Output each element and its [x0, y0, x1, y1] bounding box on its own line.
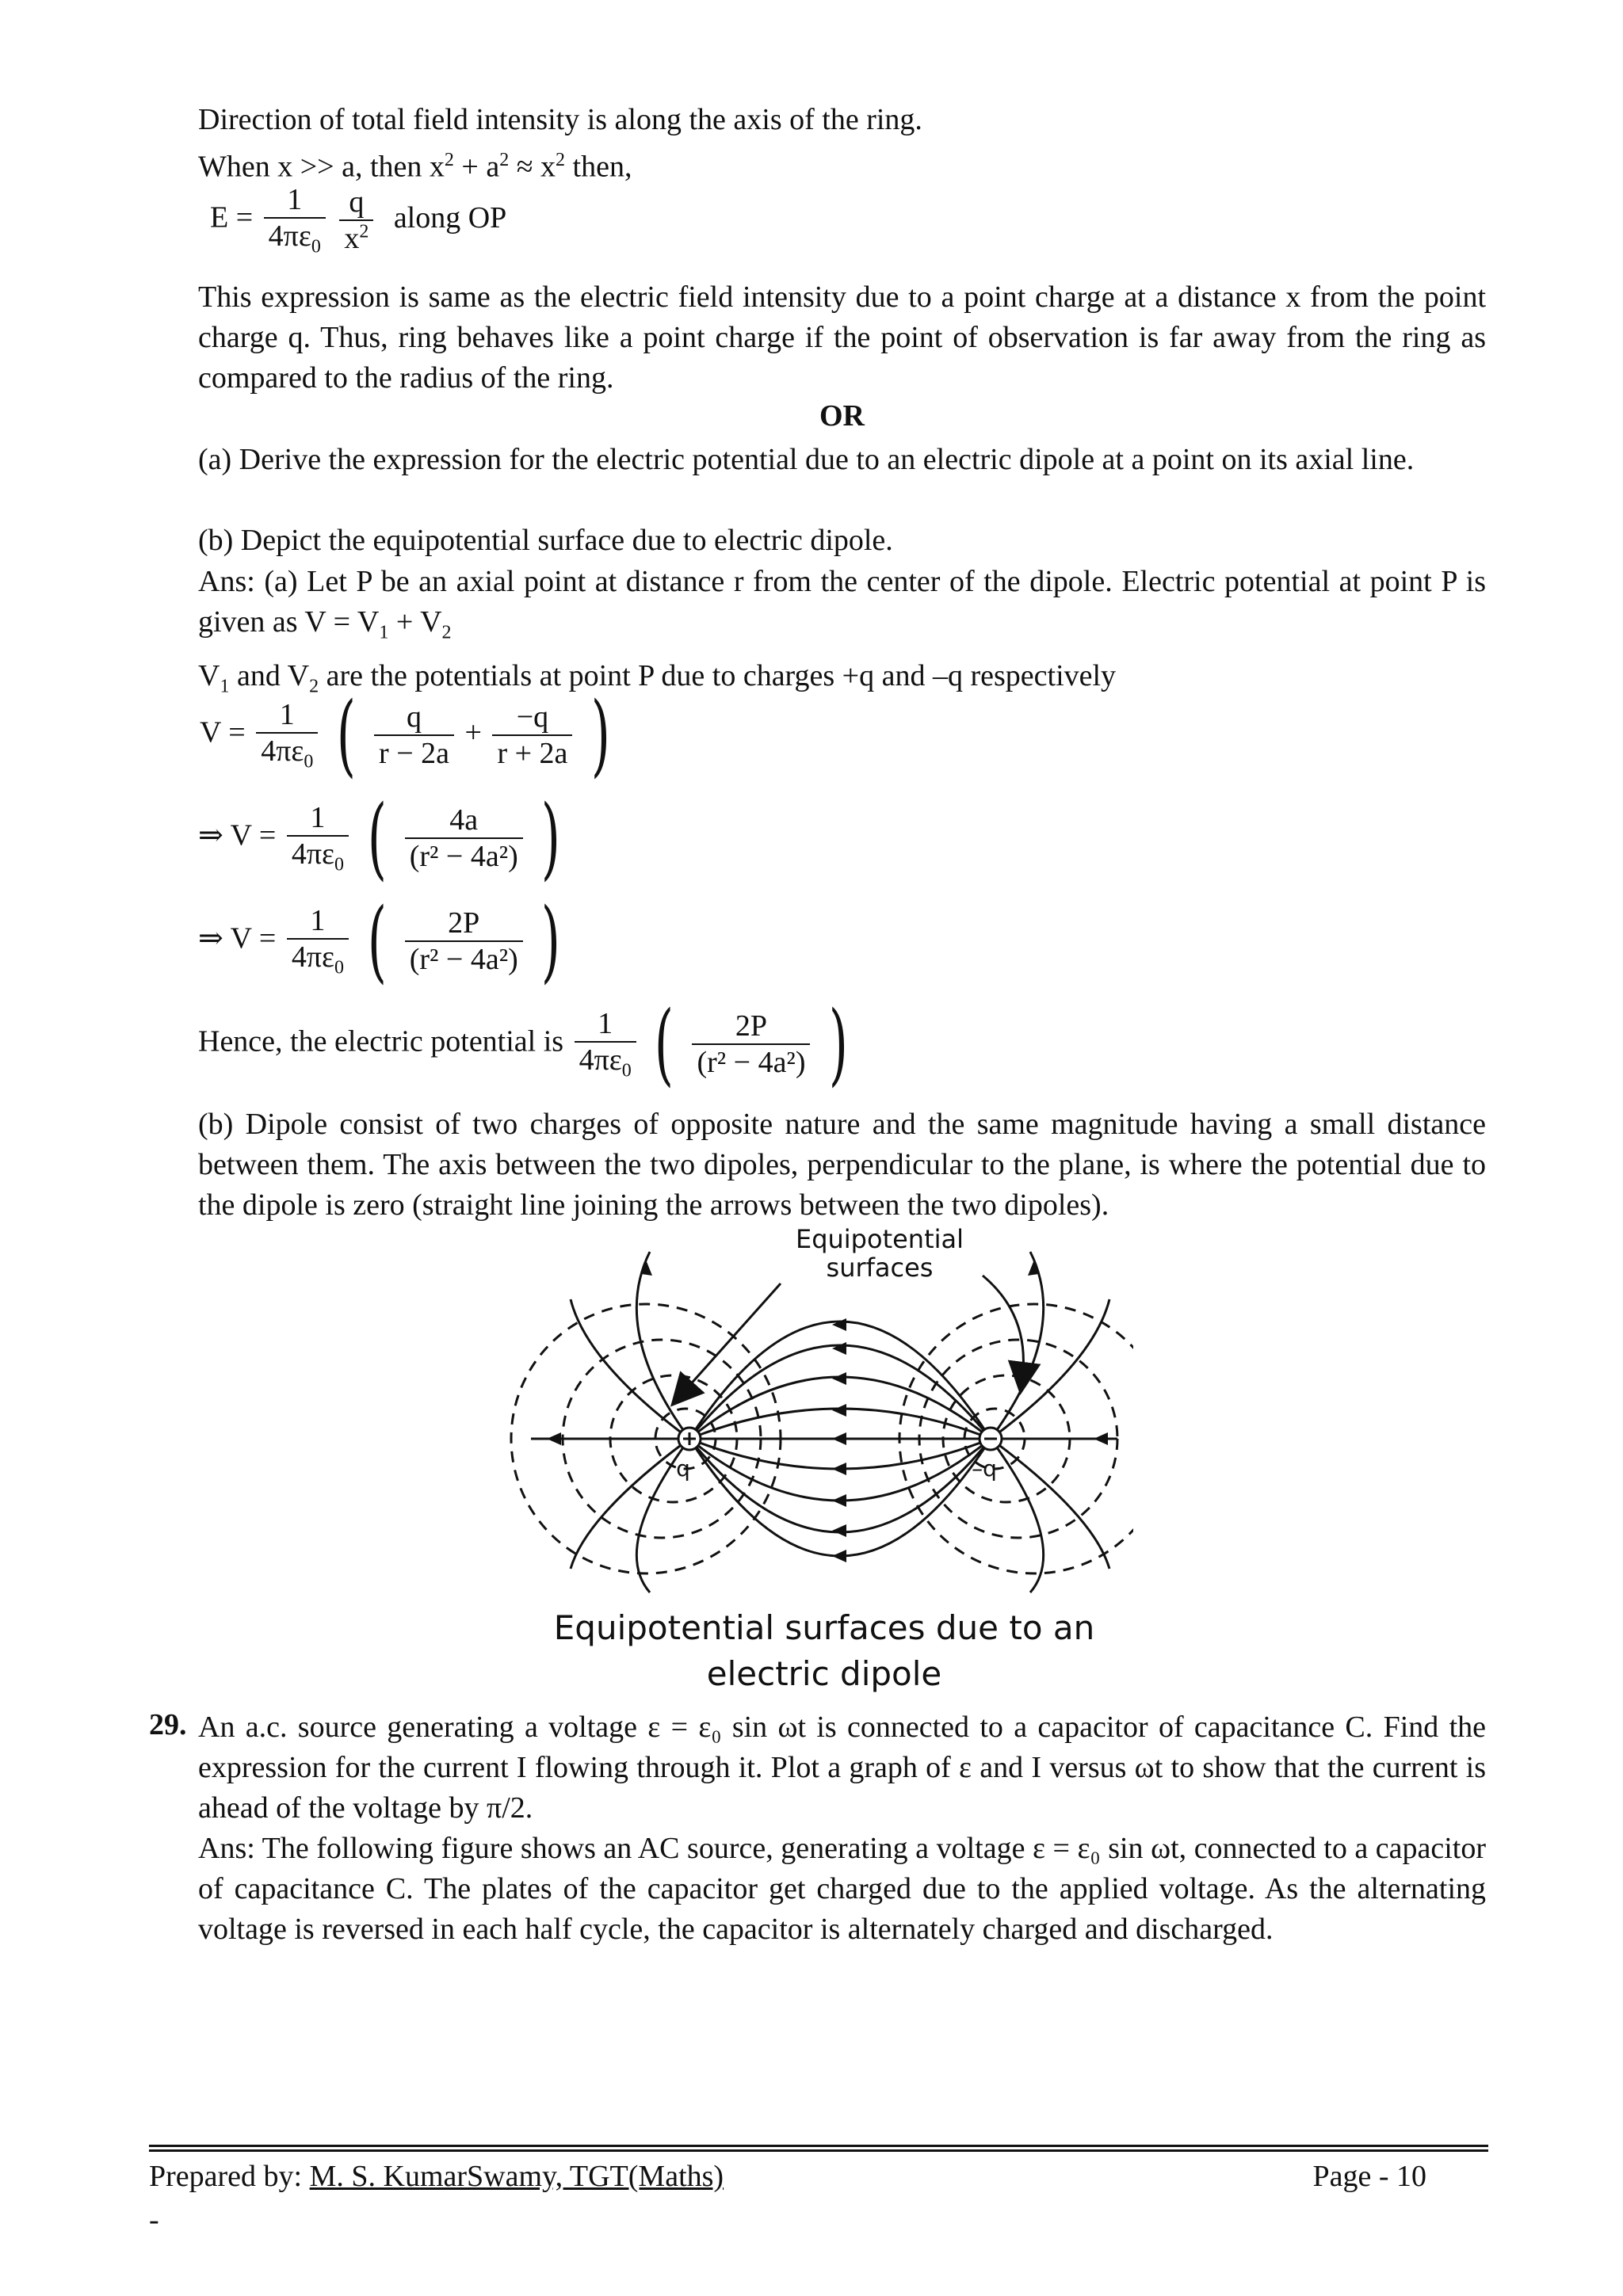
equation-hence: Hence, the electric potential is $\frac{1}{4\pi\varepsilon_0}$ ( $\frac{2P}{\text{(r² − 4a²)}}$ )	[198, 993, 848, 1096]
figure-label-equipotential: Equipotential surfaces	[795, 1224, 964, 1283]
question-b: (b) Depict the equipotential surface due to electric dipole.	[198, 524, 893, 557]
page-number: Page - 10	[1312, 2160, 1426, 2193]
line-condition: When x >> a, then $x^2 + a^2 \approx x^2$ then,	[198, 150, 632, 184]
figure-caption: Equipotential surfaces due to an electric dipole	[553, 1608, 1095, 1693]
or-separator: OR	[819, 399, 865, 433]
author-name: M. S. KumarSwamy, TGT(Maths)	[309, 2160, 724, 2193]
line-field-direction: Direction of total field intensity is along the axis of the ring.	[198, 103, 922, 136]
paragraph-point-charge: This expression is same as the electric field intensity due to a point charge at a distance x from the point charge q. Thus, ring behaves like a point charge if the point of observation is far away from the ring as compared to the radius of the ring.	[198, 280, 1486, 395]
charge-label-negative: –q	[972, 1455, 997, 1482]
page-footer: Prepared by: M. S. KumarSwamy, TGT(Maths) Page - 10	[149, 2160, 1426, 2193]
equation-V3: ⇒ V = $\frac{1}{4\pi\varepsilon_0}$ ( $\frac{2P}{\text{(r² − 4a²)}}$ )	[198, 890, 561, 993]
equation-V2: ⇒ V = $\frac{1}{4\pi\varepsilon_0}$ ( $\frac{4a}{\text{(r² − 4a²)}}$ )	[198, 787, 561, 890]
charge-label-positive: q	[676, 1455, 690, 1482]
question-29: An a.c. source generating a voltage ε = ε₀ sin ωt is connected to a capacitor of capacitance C. Find the expression for the current I flowing through it. Plot a graph of ε and I versus ωt to show that the current is ahead of the voltage by π/2.	[198, 1711, 1486, 1825]
footer-dash: -	[149, 2203, 159, 2237]
answer-b: (b) Dipole consist of two charges of opposite nature and the same magnitude having a small distance between them. The axis between the two dipoles, perpendicular to the plane, is where the potential due to the dipole is zero (straight line joining the arrows between the two dipoles).	[198, 1108, 1486, 1222]
dipole-equipotential-diagram	[507, 1220, 1133, 1600]
equation-V1: V = $\frac{1}{4\pi\varepsilon_0}$ ( $\frac{q}{r - 2a}$ + $\frac{-q}{r + 2a}$ )	[200, 684, 610, 787]
answer-29: Ans: The following figure shows an AC source, generating a voltage ε = ε₀ sin ωt, connected to a capacitor of capacitance C. The plates of the capacitor get charged due to the applied voltage. As the alternating voltage is reversed in each half cycle, the capacitor is alternately charged and discharged.	[198, 1832, 1486, 1946]
footer-rule	[149, 2145, 1488, 2154]
question-a: (a) Derive the expression for the electric potential due to an electric dipole at a point on its axial line.	[198, 443, 1415, 476]
potentials-definition: $V_1$ and $V_2$ are the potentials at point P due to charges +q and –q respectively	[198, 659, 1117, 697]
equation-E: E = $\frac{1}{4\pi\varepsilon_0}$ $\frac{q}{x^2}$ along OP	[210, 183, 507, 257]
question-number-29: 29.	[149, 1708, 187, 1741]
answer-a: Ans: (a) Let P be an axial point at distance r from the center of the dipole. Electric potential at point P is given as $V = V_1 + V_2$	[198, 565, 1486, 643]
